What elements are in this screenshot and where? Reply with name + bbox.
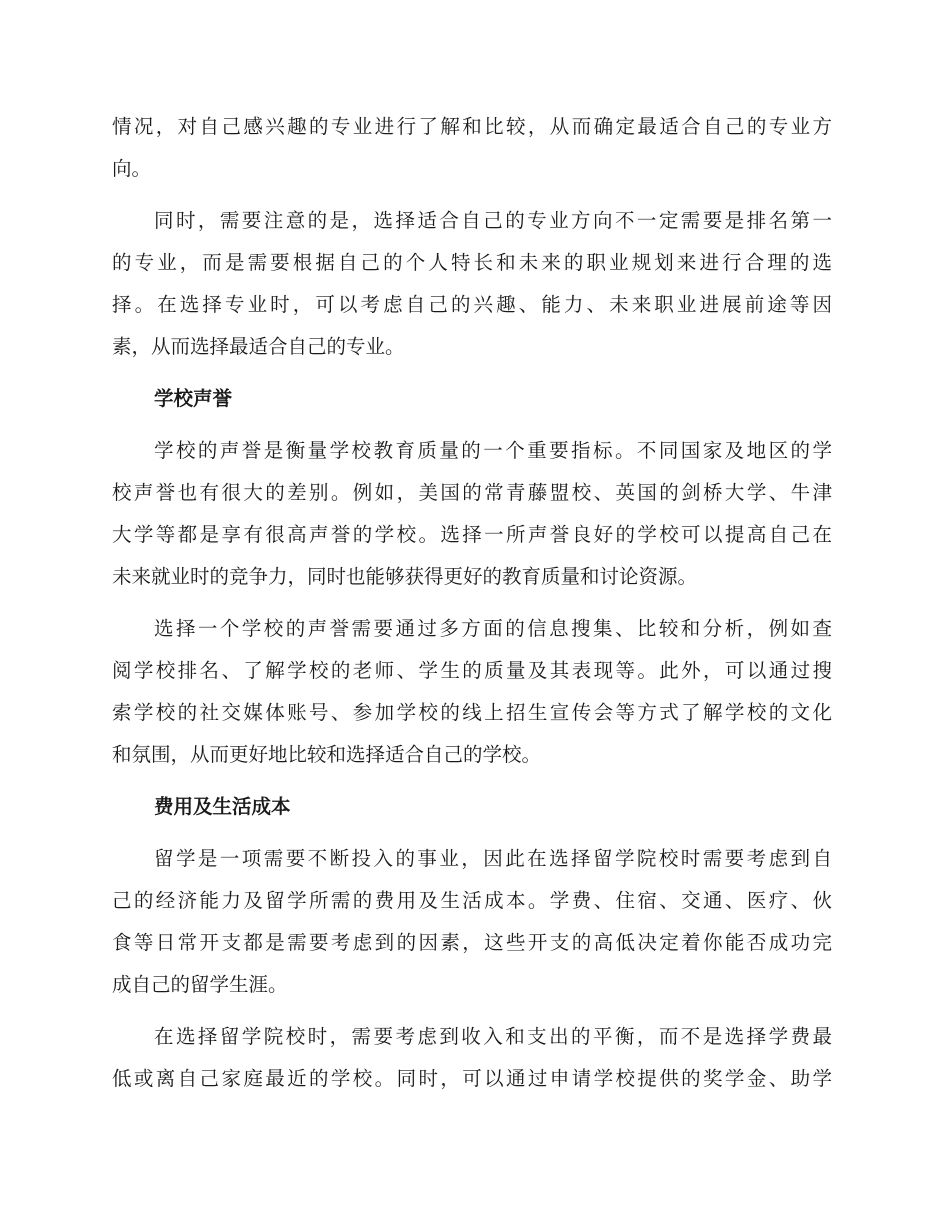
text-line: 低或离自己家庭最近的学校。同时，可以通过申请学校提供的奖学金、助学 <box>112 1067 832 1090</box>
paragraph-cost-intro <box>112 838 832 1006</box>
text-line: 索学校的社交媒体账号、参加学校的线上招生宣传会等方式了解学校的文化 <box>112 701 832 724</box>
text-line: 成自己的留学生涯。 <box>112 973 288 996</box>
text-line: 食等日常开支都是需要考虑到的因素，这些开支的高低决定着你能否成功完 <box>112 931 832 954</box>
text-line: 素，从而选择最适合自己的专业。 <box>112 335 405 358</box>
section-heading-reputation: 学校声誉 <box>154 387 233 410</box>
document-page <box>112 106 832 1100</box>
text-line: 校声誉也有很大的差别。例如，美国的常青藤盟校、英国的剑桥大学、牛津 <box>112 481 832 504</box>
text-line: 大学等都是享有很高声誉的学校。选择一所声誉良好的学校可以提高自己在 <box>112 523 832 546</box>
text-line: 在选择留学院校时，需要考虑到收入和支出的平衡，而不是选择学费最 <box>154 1025 832 1048</box>
text-line: 情况，对自己感兴趣的专业进行了解和比较，从而确定最适合自己的专业方 <box>112 115 832 138</box>
text-line: 择。在选择专业时，可以考虑自己的兴趣、能力、未来职业进展前途等因 <box>112 293 832 316</box>
text-line: 同时，需要注意的是，选择适合自己的专业方向不一定需要是排名第一 <box>154 209 832 232</box>
paragraph-cost-balance <box>112 1016 832 1100</box>
text-line: 和氛围，从而更好地比较和选择适合自己的学校。 <box>112 743 542 766</box>
section-heading-cost: 费用及生活成本 <box>154 795 291 818</box>
text-line: 的专业，而是需要根据自己的个人特长和未来的职业规划来进行合理的选 <box>112 251 832 274</box>
text-line: 选择一个学校的声誉需要通过多方面的信息搜集、比较和分析，例如查 <box>154 617 832 640</box>
paragraph-major-note <box>112 200 832 368</box>
text-line: 留学是一项需要不断投入的事业，因此在选择留学院校时需要考虑到自 <box>154 847 832 870</box>
paragraph-major-choice-end <box>112 106 832 190</box>
text-line: 己的经济能力及留学所需的费用及生活成本。学费、住宿、交通、医疗、伙 <box>112 889 832 912</box>
text-line: 未来就业时的竞争力，同时也能够获得更好的教育质量和讨论资源。 <box>112 565 698 588</box>
text-line: 学校的声誉是衡量学校教育质量的一个重要指标。不同国家及地区的学 <box>154 439 832 462</box>
text-line: 阅学校排名、了解学校的老师、学生的质量及其表现等。此外，可以通过搜 <box>112 659 832 682</box>
text-line: 向。 <box>112 157 152 180</box>
paragraph-reputation-research <box>112 608 832 776</box>
paragraph-reputation-intro <box>112 430 832 598</box>
